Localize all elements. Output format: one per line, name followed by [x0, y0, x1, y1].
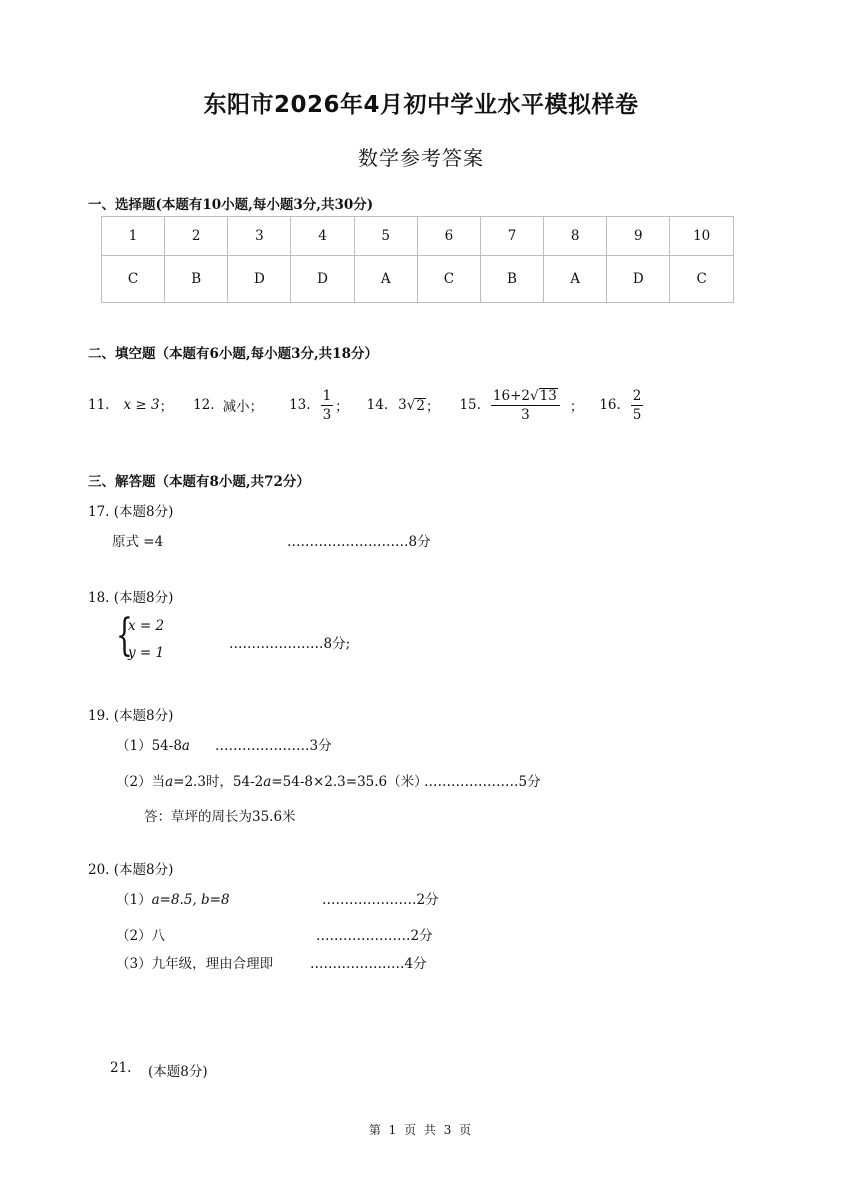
- answer-cell: C: [670, 256, 734, 303]
- q14-radicand: 2: [416, 397, 425, 414]
- q11-answer: x ≥ 3: [123, 397, 160, 413]
- q12-answer: 减小: [222, 399, 250, 415]
- q11-number: 11.: [88, 397, 110, 413]
- q19-answer: 答：草坪的周长为35.6米: [144, 809, 296, 825]
- q17-line: 原式 =4: [112, 534, 164, 550]
- page-title: 东阳市2026年4月初中学业水平模拟样卷: [203, 92, 639, 118]
- q20-part2: （2）八: [116, 928, 166, 944]
- q17-score: ………………………8分: [287, 534, 431, 550]
- question-number-cell: 4: [291, 217, 354, 256]
- q15-numerator: [491, 387, 560, 406]
- q19-part1-text: （1）54-8: [116, 738, 182, 754]
- q15-fraction: [491, 387, 560, 424]
- section2-heading: 二、填空题（本题有6小题,每小题3分,共18分）: [88, 346, 378, 362]
- q18-label: 18. (本题8分): [88, 590, 174, 606]
- answer-table-answer-row: [102, 256, 734, 303]
- q19-part2-text-b: =2.3时，54-2: [173, 774, 264, 790]
- q19-part2-text-a: （2）当: [116, 774, 166, 790]
- q19-part2-score: …………………5分: [424, 774, 541, 790]
- answer-cell: D: [607, 256, 670, 303]
- q16-numerator: 2: [632, 387, 642, 404]
- q15-radicand: 13: [539, 387, 557, 404]
- brace-icon: {: [116, 610, 133, 661]
- q11-sep: ；: [159, 399, 174, 415]
- q19-label: 19. (本题8分): [88, 708, 174, 724]
- q20-label: 20. (本题8分): [88, 862, 174, 878]
- answer-cell: B: [480, 256, 543, 303]
- q15-denominator: 3: [521, 406, 530, 423]
- q19-part2-variable-2: a: [263, 774, 272, 790]
- question-number-cell: 9: [607, 217, 670, 256]
- q19-part2-variable-1: a: [165, 774, 174, 790]
- answer-cell: B: [165, 256, 228, 303]
- q12-number: 12.: [193, 397, 215, 413]
- question-number-cell: 2: [165, 217, 228, 256]
- page-subtitle: 数学参考答案: [358, 146, 484, 170]
- q19-part1-variable: a: [181, 738, 190, 754]
- fill-answers-row: [88, 380, 645, 430]
- question-number-cell: 8: [544, 217, 607, 256]
- q13-fraction: [321, 387, 334, 424]
- q19-part1-score: …………………3分: [215, 738, 332, 754]
- q19-part2-text-c: =54-8×2.3=35.6（米）: [271, 774, 428, 790]
- q19-part1: [116, 734, 190, 754]
- answer-cell: D: [228, 256, 291, 303]
- q12-sep: ；: [249, 399, 264, 415]
- q20-part3: （3）九年级，理由合理即: [116, 956, 274, 972]
- q13-numerator: 1: [322, 387, 332, 404]
- q18-equation-2: y = 1: [128, 645, 165, 661]
- q16-denominator: 5: [632, 406, 642, 423]
- q21-number: 21.: [110, 1060, 132, 1076]
- q20-part1-text: a=8.5, b=8: [151, 892, 230, 908]
- answer-cell: C: [417, 256, 480, 303]
- q20-part1: [116, 888, 230, 908]
- q18-score: …………………8分;: [229, 636, 351, 652]
- question-number-cell: 6: [417, 217, 480, 256]
- answer-cell: A: [544, 256, 607, 303]
- question-number-cell: 10: [670, 217, 734, 256]
- q16-fraction: [631, 387, 644, 424]
- sqrt-icon: √: [406, 397, 416, 413]
- q18-equation-1: x = 2: [128, 618, 165, 634]
- answer-table-number-row: [102, 217, 734, 256]
- q13-denominator: 3: [322, 406, 332, 423]
- q14-coefficient: 3: [398, 397, 407, 413]
- question-number-cell: 1: [102, 217, 165, 256]
- q14-number: 14.: [366, 397, 389, 413]
- q20-part3-score: …………………4分: [310, 956, 427, 972]
- q17-label: 17. (本题8分): [88, 504, 174, 520]
- q20-part1-score: …………………2分: [322, 892, 439, 908]
- section3-heading: 三、解答题（本题有8小题,共72分）: [88, 474, 310, 490]
- section1-heading: 一、选择题(本题有10小题,每小题3分,共30分): [88, 197, 374, 213]
- q15-numerator-text: 16+2: [492, 387, 531, 404]
- q15-number: 15.: [459, 397, 481, 413]
- q20-part1-prefix: （1）: [116, 892, 152, 908]
- answer-cell: A: [354, 256, 417, 303]
- question-number-cell: 7: [480, 217, 543, 256]
- q14-sep: ；: [425, 399, 440, 415]
- q16-number: 16.: [599, 397, 621, 413]
- q13-number: 13.: [289, 397, 311, 413]
- sqrt-icon: √: [530, 387, 539, 404]
- page-footer: 第 1 页 共 3 页: [368, 1123, 474, 1137]
- question-number-cell: 5: [354, 217, 417, 256]
- answer-cell: C: [102, 256, 165, 303]
- answer-cell: D: [291, 256, 354, 303]
- question-number-cell: 3: [228, 217, 291, 256]
- q15-sep: ；: [569, 399, 584, 415]
- q13-sep: ；: [335, 399, 349, 415]
- q19-part2: [116, 770, 428, 790]
- answer-table: [101, 216, 734, 303]
- q21-label: (本题8分): [148, 1064, 208, 1080]
- q20-part2-score: …………………2分: [316, 928, 433, 944]
